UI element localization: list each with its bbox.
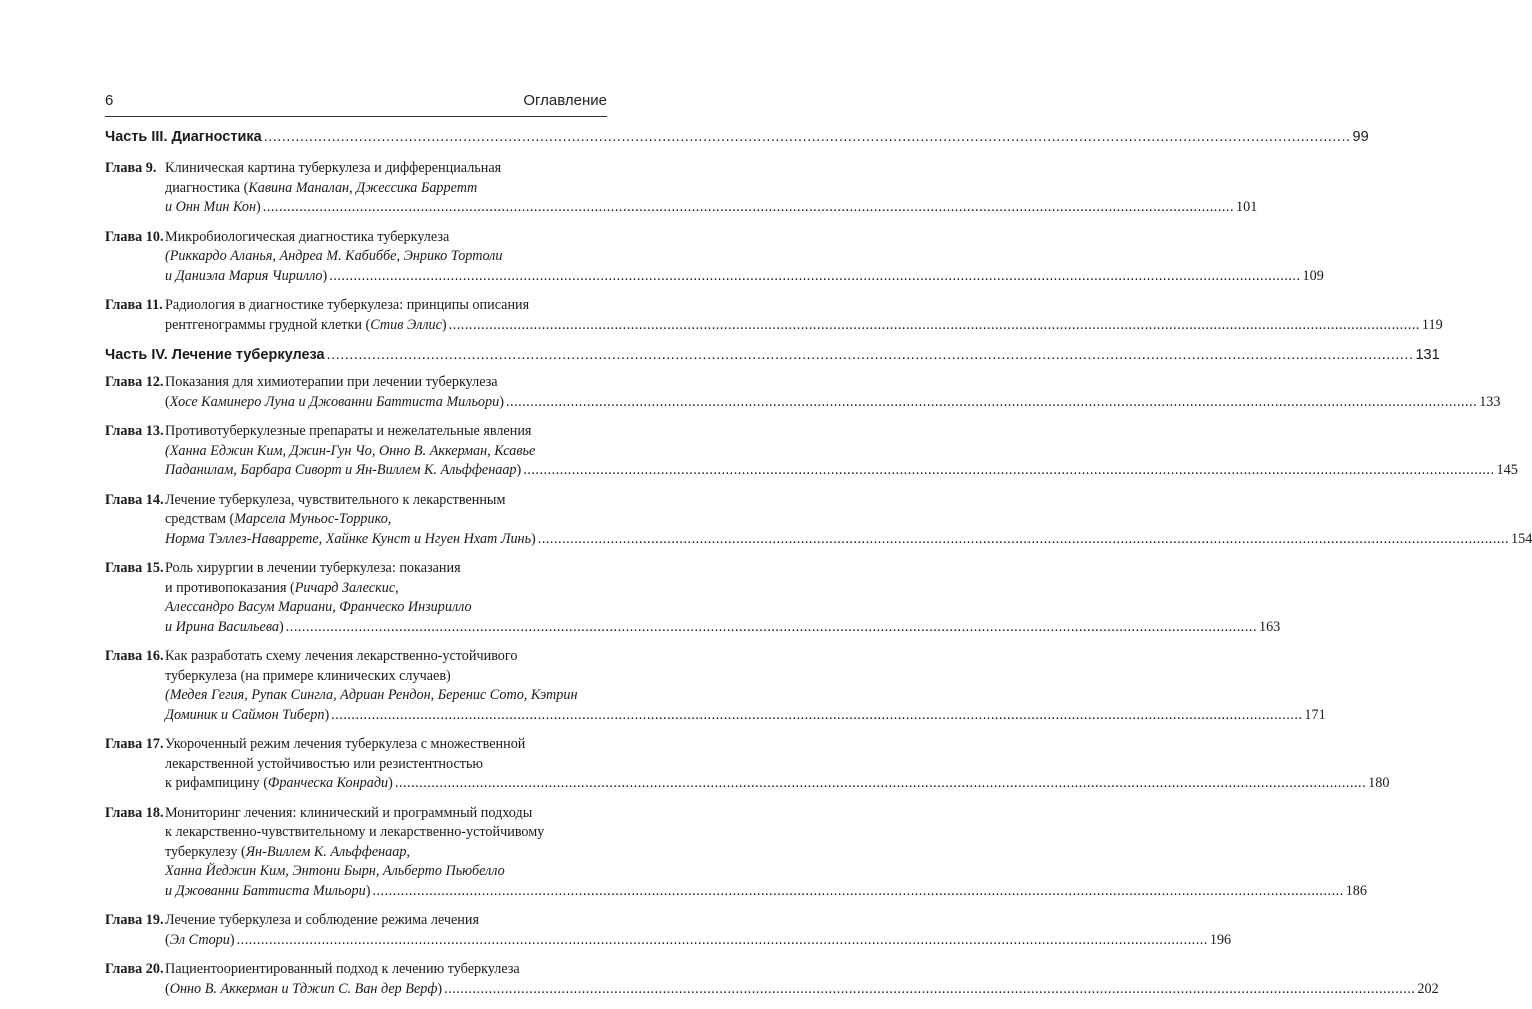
entry-authors: Стив Эллис xyxy=(370,316,442,333)
page-number: 6 xyxy=(105,92,114,109)
dot-leader: ................................................................................................................................................................................................................................................ xyxy=(523,462,1495,478)
toc-chapter[interactable] xyxy=(105,911,1232,950)
entry-last-line xyxy=(165,618,1281,638)
toc-part[interactable] xyxy=(105,127,1369,147)
table-of-contents xyxy=(105,127,1532,1009)
entry-last-line xyxy=(165,461,1518,481)
entry-authors: Ричард Залескис, xyxy=(294,579,399,596)
dot-leader: ................................................................................................................................................................................................................................................ xyxy=(263,129,1351,145)
entry-line: Укороченный режим лечения туберкулеза с множественной xyxy=(165,736,526,752)
entry-authors: Кавина Маналан, Джессика Барретт xyxy=(248,179,478,196)
entry-line xyxy=(165,247,607,267)
entry-text: диагностика ( xyxy=(165,179,249,196)
entry-line: к лекарственно-чувствительному и лекарственно-устойчивому xyxy=(165,824,545,840)
chapter-label: Глава 20. xyxy=(105,961,164,977)
dot-leader: ................................................................................................................................................................................................................................................ xyxy=(285,618,1257,635)
entry-authors: и Онн Мин Кон xyxy=(165,199,257,215)
dot-leader: ................................................................................................................................................................................................................................................ xyxy=(372,882,1344,899)
entry-last-text xyxy=(165,931,235,951)
toc-part[interactable] xyxy=(105,345,1440,365)
entry-last-line xyxy=(165,530,1532,550)
entry-line: Клиническая картина туберкулеза и дифференциальная xyxy=(165,160,502,176)
entry-line xyxy=(165,686,607,706)
entry-authors: Ханна Йеджин Ким, Энтони Бырн, Альберто Пьюбелло xyxy=(165,863,505,879)
entry-text: ) xyxy=(441,316,447,333)
toc-chapter[interactable] xyxy=(105,559,1281,637)
entry-last-text xyxy=(165,530,536,550)
entry-line xyxy=(165,862,607,882)
entry-last-text xyxy=(165,461,521,481)
entry-text: ) xyxy=(531,530,536,547)
entry-text: ) xyxy=(516,462,522,478)
chapter-label: Глава 18. xyxy=(105,804,164,821)
chapter-page-number: 186 xyxy=(1345,882,1367,899)
entry-line: лекарственной устойчивостью или резистентностью xyxy=(165,755,484,772)
chapter-entry xyxy=(165,159,1258,218)
entry-text: средствам ( xyxy=(165,511,235,527)
chapter-label: Глава 17. xyxy=(105,736,164,752)
part-page-number: 99 xyxy=(1352,129,1369,145)
chapter-entry xyxy=(165,960,1439,999)
chapter-entry xyxy=(165,735,1390,794)
chapter-page-number: 180 xyxy=(1368,775,1390,791)
entry-text: рентгенограммы грудной клетки ( xyxy=(165,316,371,333)
entry-line: Противотуберкулезные препараты и нежелательные явления xyxy=(165,423,532,439)
entry-text: ( xyxy=(165,931,170,948)
dot-leader: ................................................................................................................................................................................................................................................ xyxy=(262,199,1235,215)
dot-leader: ................................................................................................................................................................................................................................................ xyxy=(394,775,1367,791)
part-title: Часть III. Диагностика xyxy=(105,129,262,145)
chapter-page-number: 109 xyxy=(1302,267,1324,284)
entry-last-text xyxy=(165,316,447,336)
entry-line: Лечение туберкулеза, чувствительного к лекарственным xyxy=(165,491,506,508)
entry-line: Показания для химиотерапии при лечении туберкулеза xyxy=(165,374,498,390)
entry-text: ) xyxy=(388,775,393,791)
entry-last-text xyxy=(165,267,327,287)
chapter-entry xyxy=(165,373,1501,412)
entry-authors: Эл Стори xyxy=(169,931,230,948)
chapter-page-number: 171 xyxy=(1304,706,1326,723)
chapter-label: Глава 14. xyxy=(105,491,164,508)
entry-authors: Хосе Каминеро Луна и Джованни Баттиста Мильори xyxy=(169,393,500,410)
entry-text: ) xyxy=(324,706,330,723)
toc-chapter[interactable] xyxy=(105,296,1443,335)
chapter-label: Глава 19. xyxy=(105,912,164,928)
chapter-page-number: 145 xyxy=(1496,462,1518,478)
entry-line: Роль хирургии в лечении туберкулеза: показания xyxy=(165,560,461,576)
entry-last-line xyxy=(165,931,1232,951)
entry-last-text xyxy=(165,980,442,1000)
entry-text: ) xyxy=(229,931,235,948)
dot-leader: ................................................................................................................................................................................................................................................ xyxy=(331,706,1303,723)
running-title: Оглавление xyxy=(523,92,607,109)
dot-leader: ................................................................................................................................................................................................................................................ xyxy=(326,347,1414,363)
entry-text: ) xyxy=(322,267,328,284)
part-page-number: 131 xyxy=(1415,347,1440,363)
toc-chapter[interactable] xyxy=(105,159,1258,218)
entry-last-line xyxy=(165,267,1324,287)
entry-authors: Паданилам, Барбара Сиворт и Ян-Виллем К. Альффенаар xyxy=(165,462,517,478)
entry-authors: Алессандро Васум Мариани, Франческо Инзирилло xyxy=(165,599,472,615)
entry-authors: (Ханна Еджин Ким, Джин-Гун Чо, Онно В. Аккерман, Ксавье xyxy=(165,442,536,459)
chapter-page-number: 163 xyxy=(1258,618,1281,635)
chapter-entry xyxy=(165,296,1443,335)
chapter-page-number: 119 xyxy=(1421,316,1443,333)
entry-line xyxy=(165,579,607,599)
entry-line: Микробиологическая диагностика туберкулеза xyxy=(165,228,450,245)
entry-last-text xyxy=(165,618,284,638)
chapter-label: Глава 12. xyxy=(105,374,164,390)
entry-line: Мониторинг лечения: клинический и программный подходы xyxy=(165,804,533,821)
entry-authors: Онно В. Аккерман и Тджип С. Ван дер Верф xyxy=(169,980,438,997)
toc-chapter[interactable] xyxy=(105,647,1326,725)
entry-line: Как разработать схему лечения лекарственно-устойчивого xyxy=(165,648,518,664)
entry-last-text xyxy=(165,882,370,902)
entry-last-text xyxy=(165,706,329,726)
entry-text: ( xyxy=(165,393,170,410)
entry-line: туберкулеза (на примере клинических случаев) xyxy=(165,667,451,684)
entry-authors: Марсела Муньос-Торрико, xyxy=(234,511,392,527)
entry-text: ) xyxy=(256,199,261,215)
entry-line xyxy=(165,442,607,462)
chapter-entry xyxy=(165,804,1367,902)
entry-text: к рифампицину ( xyxy=(165,775,268,791)
toc-chapter[interactable] xyxy=(105,228,1324,287)
entry-line xyxy=(165,179,607,199)
entry-last-text xyxy=(165,198,261,218)
chapter-entry xyxy=(165,647,1326,725)
chapter-entry xyxy=(165,911,1232,950)
entry-text: и противопоказания ( xyxy=(165,579,295,596)
dot-leader: ................................................................................................................................................................................................................................................ xyxy=(236,931,1208,948)
running-header xyxy=(105,92,607,116)
chapter-page-number: 101 xyxy=(1236,199,1258,215)
entry-authors: и Ирина Васильева xyxy=(165,618,279,635)
entry-authors: Доминик и Саймон Тиберп xyxy=(165,706,325,723)
chapter-label: Глава 10. xyxy=(105,228,164,245)
dot-leader: ................................................................................................................................................................................................................................................ xyxy=(505,393,1478,410)
entry-line: Радиология в диагностике туберкулеза: принципы описания xyxy=(165,297,530,313)
entry-last-line xyxy=(165,706,1326,726)
toc-chapter[interactable] xyxy=(105,804,1367,902)
chapter-label: Глава 16. xyxy=(105,648,164,664)
dot-leader: ................................................................................................................................................................................................................................................ xyxy=(448,316,1420,333)
entry-last-line xyxy=(165,882,1367,902)
entry-last-line xyxy=(165,774,1390,794)
entry-last-text xyxy=(165,774,393,794)
entry-last-line xyxy=(165,316,1443,336)
chapter-label: Глава 9. xyxy=(105,160,157,176)
entry-last-line xyxy=(165,980,1439,1000)
entry-last-line xyxy=(165,393,1501,413)
entry-authors: Ян-Виллем К. Альффенаар, xyxy=(245,843,410,860)
chapter-label: Глава 13. xyxy=(105,423,164,439)
part-title: Часть IV. Лечение туберкулеза xyxy=(105,347,325,363)
toc-chapter[interactable] xyxy=(105,373,1501,412)
entry-authors: Франческа Конради xyxy=(267,775,389,791)
entry-line: Лечение туберкулеза и соблюдение режима лечения xyxy=(165,912,480,928)
entry-last-line xyxy=(165,198,1258,218)
dot-leader: ................................................................................................................................................................................................................................................ xyxy=(537,530,1510,547)
entry-authors: Норма Тэллез-Наваррете, Хайнке Кунст и Нгуен Нхат Линь xyxy=(165,530,532,547)
entry-line: Пациентоориентированный подход к лечению туберкулеза xyxy=(165,961,520,977)
dot-leader: ................................................................................................................................................................................................................................................ xyxy=(444,980,1416,997)
entry-text: ) xyxy=(499,393,504,410)
header-rule xyxy=(105,116,607,117)
entry-line xyxy=(165,510,607,530)
chapter-page-number: 202 xyxy=(1417,980,1439,997)
chapter-page-number: 133 xyxy=(1479,393,1501,410)
chapter-entry xyxy=(165,559,1281,637)
chapter-entry xyxy=(165,228,1324,287)
chapter-label: Глава 15. xyxy=(105,560,164,576)
chapter-entry xyxy=(165,422,1518,481)
entry-authors: (Медея Гегия, Рупак Сингла, Адриан Рендон, Беренис Сото, Кэтрин xyxy=(165,687,578,703)
entry-text: туберкулезу ( xyxy=(165,843,246,860)
entry-last-text xyxy=(165,393,504,413)
dot-leader: ................................................................................................................................................................................................................................................ xyxy=(329,267,1301,284)
toc-chapter[interactable] xyxy=(105,735,1390,794)
entry-text: ( xyxy=(165,980,170,997)
chapter-page-number: 196 xyxy=(1209,931,1232,948)
entry-authors: и Даниэла Мария Чирилло xyxy=(165,267,323,284)
entry-text: ) xyxy=(437,980,443,997)
entry-authors: (Риккардо Аланья, Андреа М. Кабиббе, Энрико Тортоли xyxy=(165,248,503,264)
entry-text: ) xyxy=(279,618,284,635)
entry-authors: и Джованни Баттиста Мильори xyxy=(165,882,366,899)
toc-chapter[interactable] xyxy=(105,491,1532,550)
entry-text: ) xyxy=(365,882,371,899)
chapter-page-number: 154 xyxy=(1511,530,1532,547)
toc-chapter[interactable] xyxy=(105,422,1518,481)
chapter-entry xyxy=(165,491,1532,550)
toc-chapter[interactable] xyxy=(105,960,1439,999)
entry-line xyxy=(165,598,607,618)
chapter-label: Глава 11. xyxy=(105,297,163,313)
entry-line xyxy=(165,843,607,863)
